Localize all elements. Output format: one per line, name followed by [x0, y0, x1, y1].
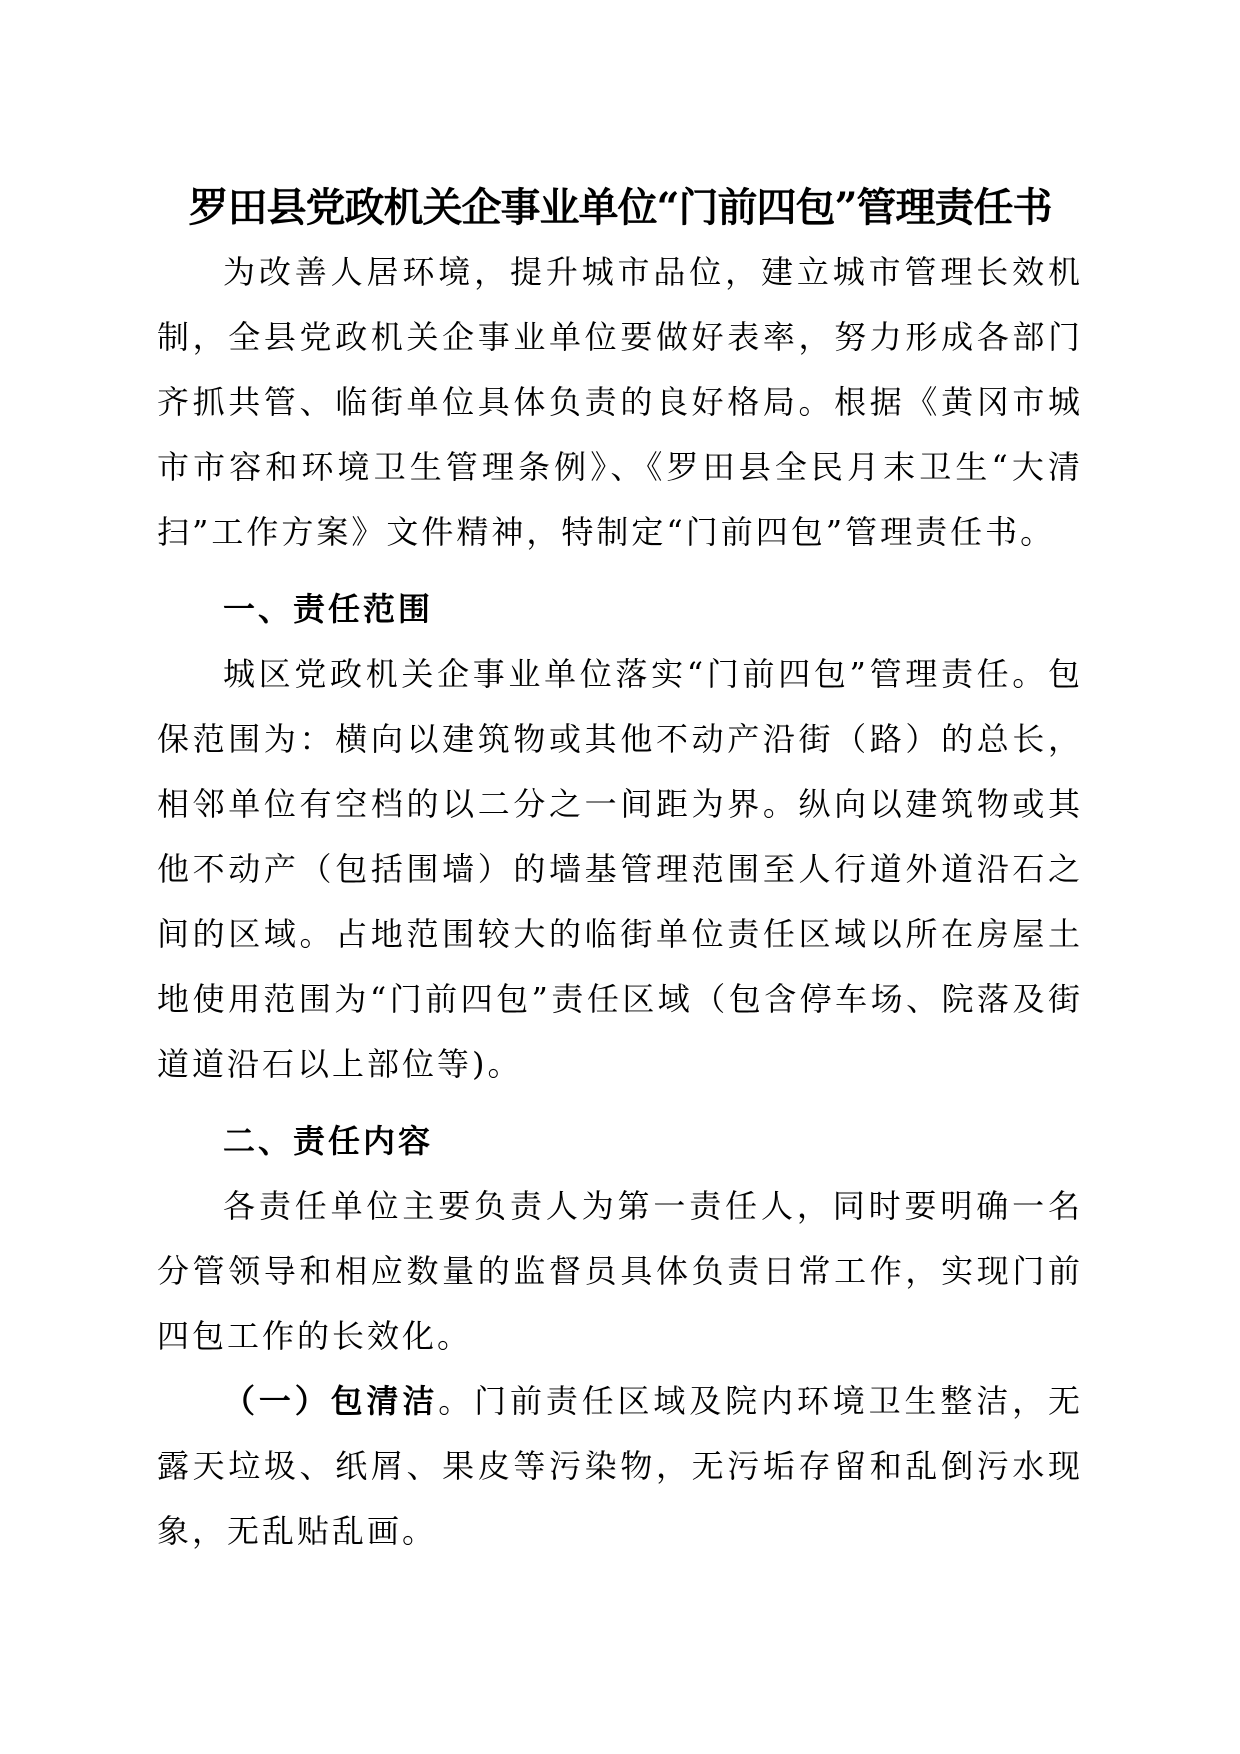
section-body-scope: 城区党政机关企事业单位落实“门前四包”管理责任。包保范围为：横向以建筑物或其他不动产沿街（路）的总长，相邻单位有空档的以二分之一间距为界。纵向以建筑物或其他不动产（包括围墙）的墙基管理范围至人行道外道沿石之间的区域。占地范围较大的临街单位责任区域以所在房屋土地使用范围为“门前四包”责任区域（包含停车场、院落及街道道沿石以上部位等)。: [157, 655, 1083, 1083]
document-page: [157, 178, 1083, 1564]
document-title: 罗田县党政机关企事业单位“门前四包”管理责任书: [188, 184, 1052, 231]
item-cleaning-text: 。门前责任区域及院内环境卫生整洁，无露天垃圾、纸屑、果皮等污染物，无污垢存留和乱倒污水现象，无乱贴乱画。: [157, 1382, 1083, 1550]
item-cleaning-paragraph: [157, 1369, 1083, 1564]
section-heading-scope: 一、责任范围: [223, 590, 434, 628]
section-body-content: 各责任单位主要负责人为第一责任人，同时要明确一名分管领导和相应数量的监督员具体负责日常工作，实现门前四包工作的长效化。: [157, 1187, 1083, 1355]
item-cleaning-label: （一）包清洁: [223, 1382, 439, 1420]
intro-paragraph: 为改善人居环境，提升城市品位，建立城市管理长效机制，全县党政机关企事业单位要做好表率，努力形成各部门齐抓共管、临街单位具体负责的良好格局。根据《黄冈市城市市容和环境卫生管理条例》、《罗田县全民月末卫生“大清扫”工作方案》文件精神，特制定“门前四包”管理责任书。: [157, 253, 1083, 551]
section-heading-content: 二、责任内容: [223, 1122, 434, 1160]
